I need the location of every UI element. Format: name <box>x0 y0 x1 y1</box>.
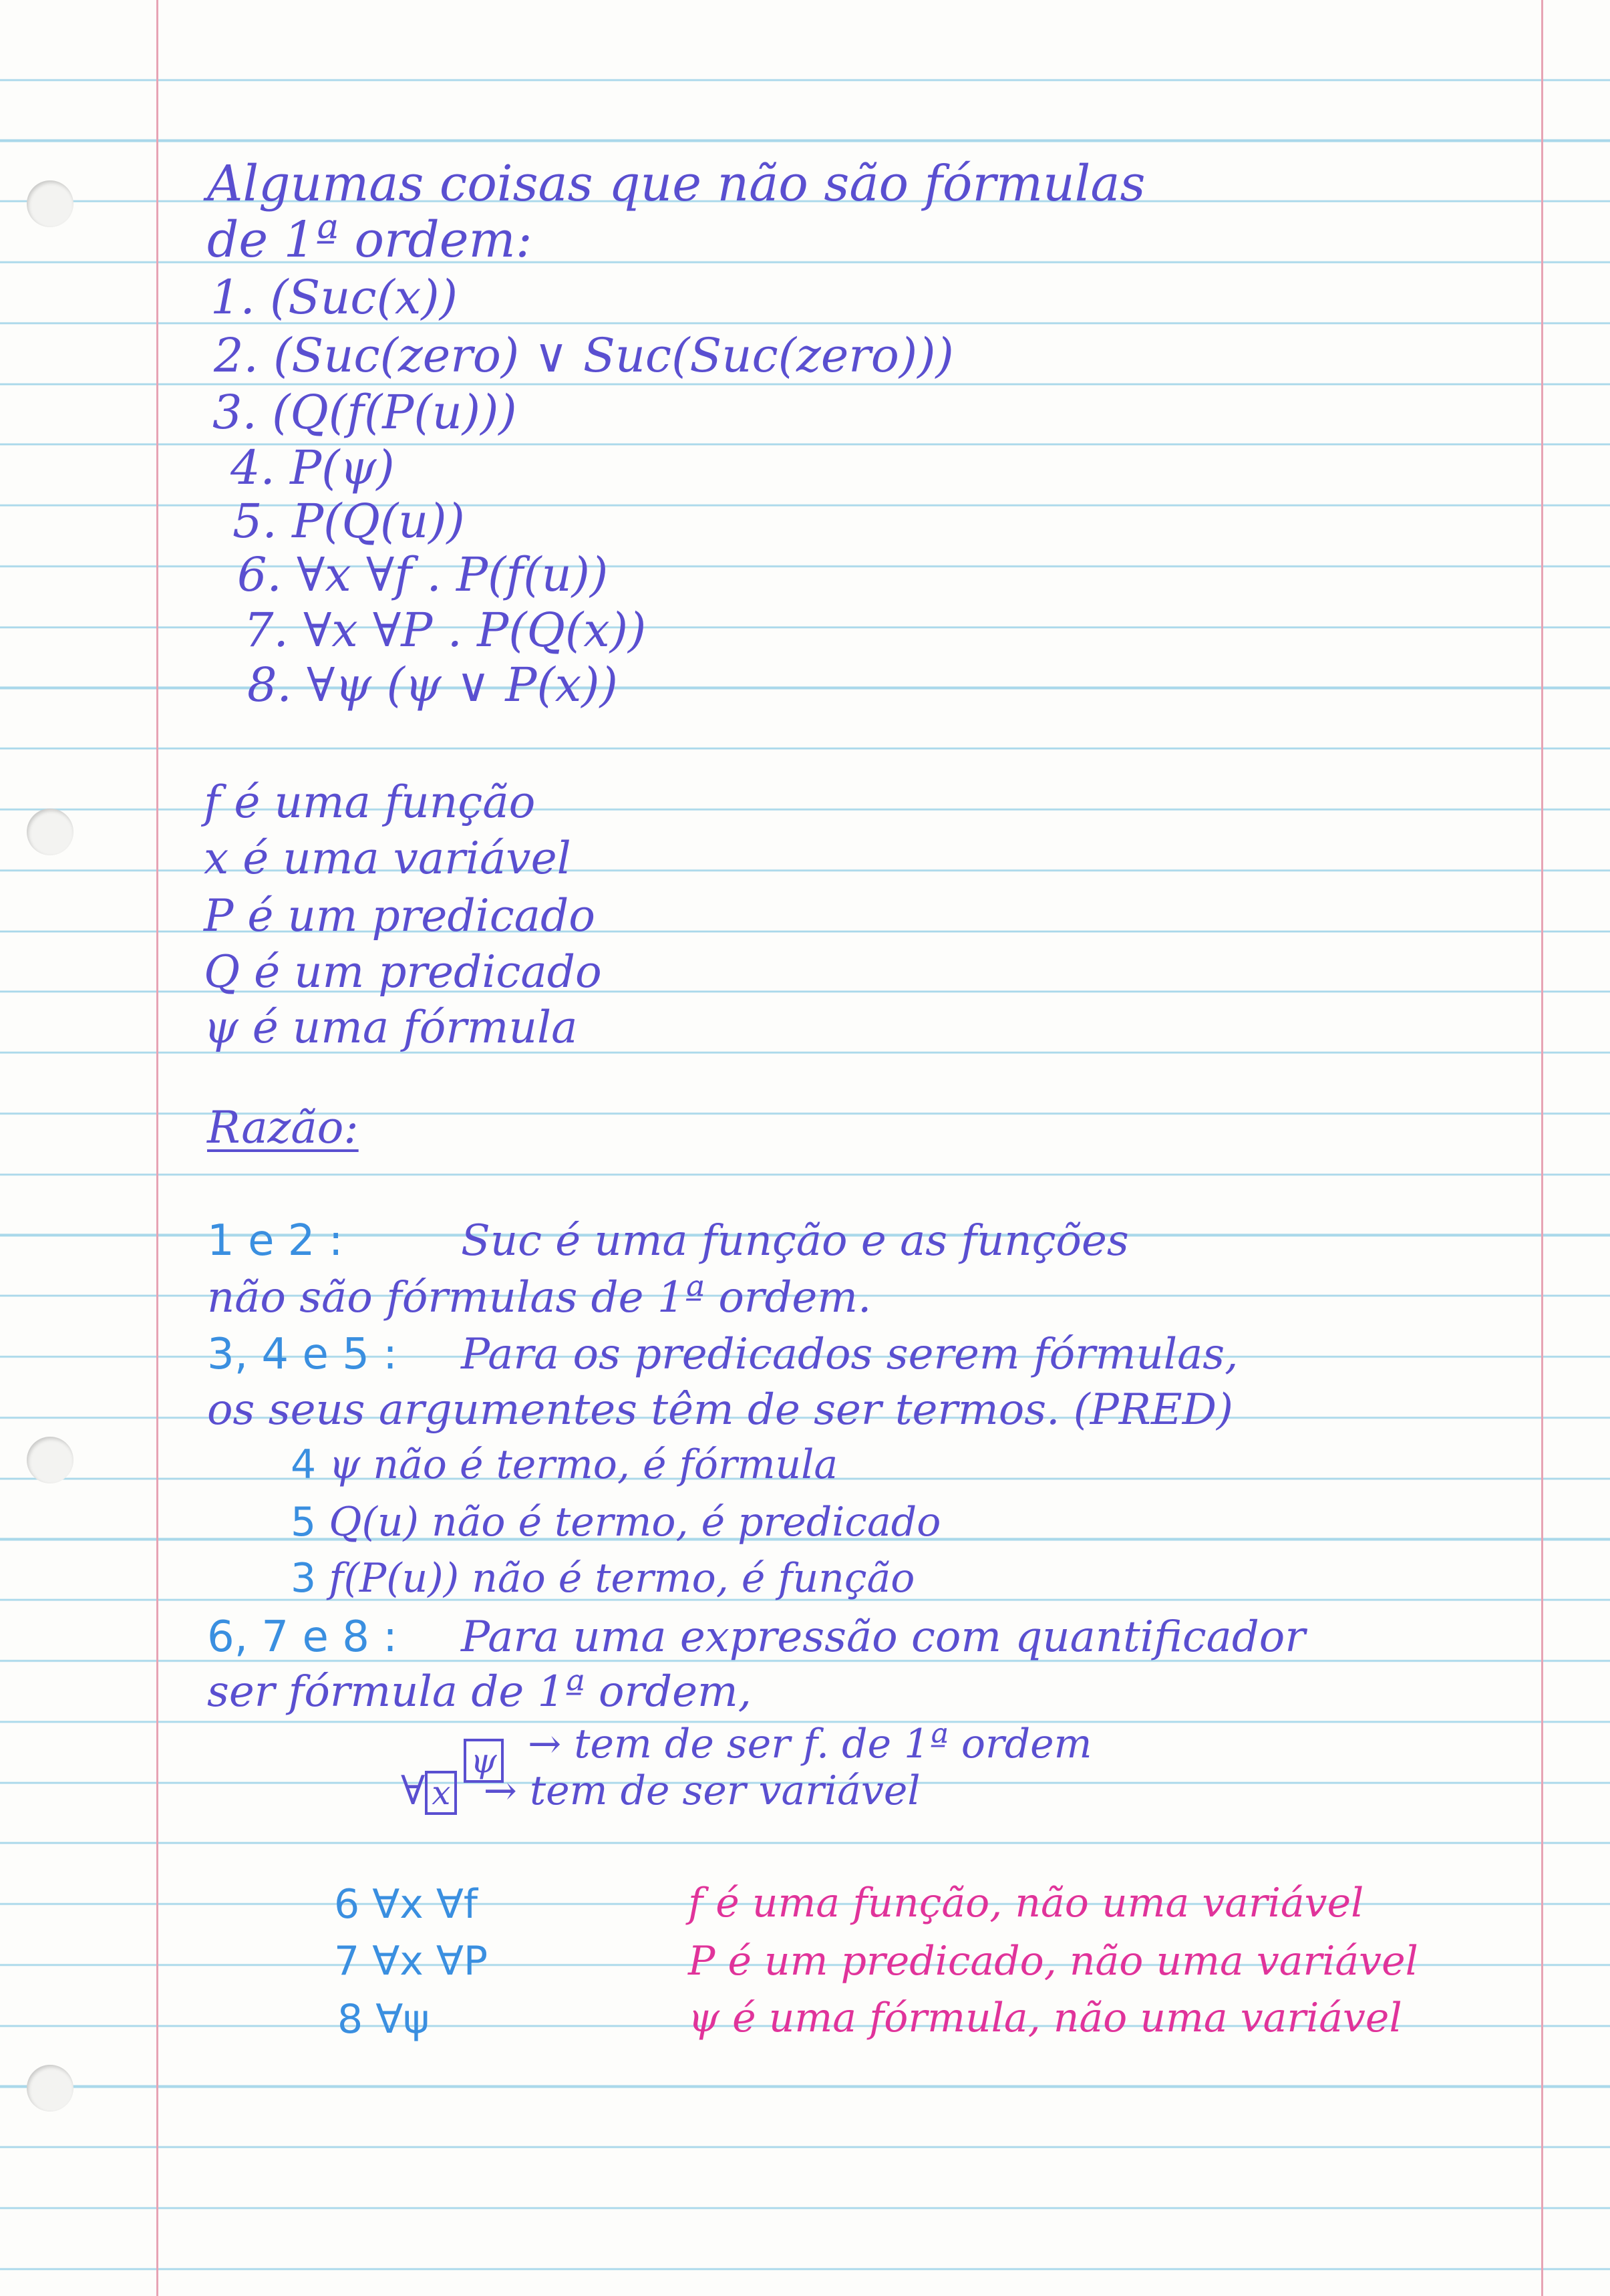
conclusion-quantifier: 8 ∀ψ <box>337 1996 430 2043</box>
reason-label-6-7-8: 6, 7 e 8 : <box>207 1612 397 1662</box>
diagram-quantifier: ∀ $x^\psi\to$ tem de ser variável <box>401 1771 921 1811</box>
conclusion-text: ψ é uma fórmula, não uma variável <box>688 1995 1402 2041</box>
example-item: 4. P(ψ) <box>230 440 395 495</box>
reason-1-2-line-1: Suc é uma função e as funções <box>461 1216 1129 1266</box>
title-line-2: de 1ª ordem: <box>207 211 532 269</box>
definition-line: P é um predicado <box>204 890 596 942</box>
reason-3-4-5-line-1: Para os predicados serem fórmulas, <box>461 1330 1239 1379</box>
diagram-variable-box: x <box>425 1771 457 1815</box>
conclusion-quantifier: 7 ∀x ∀P <box>334 1938 488 1985</box>
example-item: 3. (Q(f(P(u))) <box>212 385 517 440</box>
diagram-top-annotation: → tem de ser f. de 1ª ordem <box>528 1721 1092 1767</box>
reason-6-7-8-line-2: ser fórmula de 1ª ordem, <box>207 1667 752 1717</box>
conclusion-quantifier: 6 ∀x ∀f <box>334 1881 478 1928</box>
reason-6-7-8-line-1: Para uma expressão com quantificador <box>461 1612 1305 1662</box>
diagram-formula-box: ψ <box>464 1739 503 1783</box>
reason-detail-5: 5 Q(u) não é termo, é predicado <box>291 1499 941 1546</box>
example-item: 7. ∀x ∀P . P(Q(x)) <box>244 603 647 658</box>
reason-1-2-line-2: não são fórmulas de 1ª ordem. <box>207 1273 872 1322</box>
title-line-1: Algumas coisas que não são fórmulas <box>207 155 1146 212</box>
punch-hole <box>27 1437 73 1483</box>
right-margin-line <box>1541 0 1543 2296</box>
punch-hole <box>27 809 73 855</box>
definition-line: x é uma variável <box>204 833 571 884</box>
example-item: 8. ∀ψ (ψ ∨ P(x)) <box>247 658 618 712</box>
left-margin-line <box>156 0 158 2296</box>
example-item: 6. ∀x ∀f . P(f(u)) <box>237 547 609 602</box>
definition-line: f é uma função <box>204 776 536 828</box>
reason-detail-4: 4 ψ não é termo, é fórmula <box>291 1441 838 1488</box>
reason-label-1-2: 1 e 2 : <box>207 1216 343 1266</box>
example-item: 2. (Suc(zero) ∨ Suc(Suc(zero))) <box>214 328 954 383</box>
conclusion-text: f é uma função, não uma variável <box>688 1880 1364 1926</box>
conclusion-text: P é um predicado, não uma variável <box>688 1938 1418 1985</box>
reason-heading: Razão: <box>207 1102 359 1153</box>
punch-hole <box>27 2065 73 2112</box>
example-item: 5. P(Q(u)) <box>232 494 465 549</box>
definition-line: ψ é uma fórmula <box>204 1002 578 1053</box>
reason-detail-3: 3 f(P(u)) não é termo, é função <box>291 1555 915 1602</box>
reason-3-4-5-line-2: os seus argumentes têm de ser termos. (PRED) <box>207 1385 1233 1435</box>
reason-label-3-4-5: 3, 4 e 5 : <box>207 1330 397 1379</box>
example-item: 1. (Suc(x)) <box>210 270 458 325</box>
definition-line: Q é um predicado <box>204 946 602 998</box>
punch-hole <box>27 180 73 227</box>
